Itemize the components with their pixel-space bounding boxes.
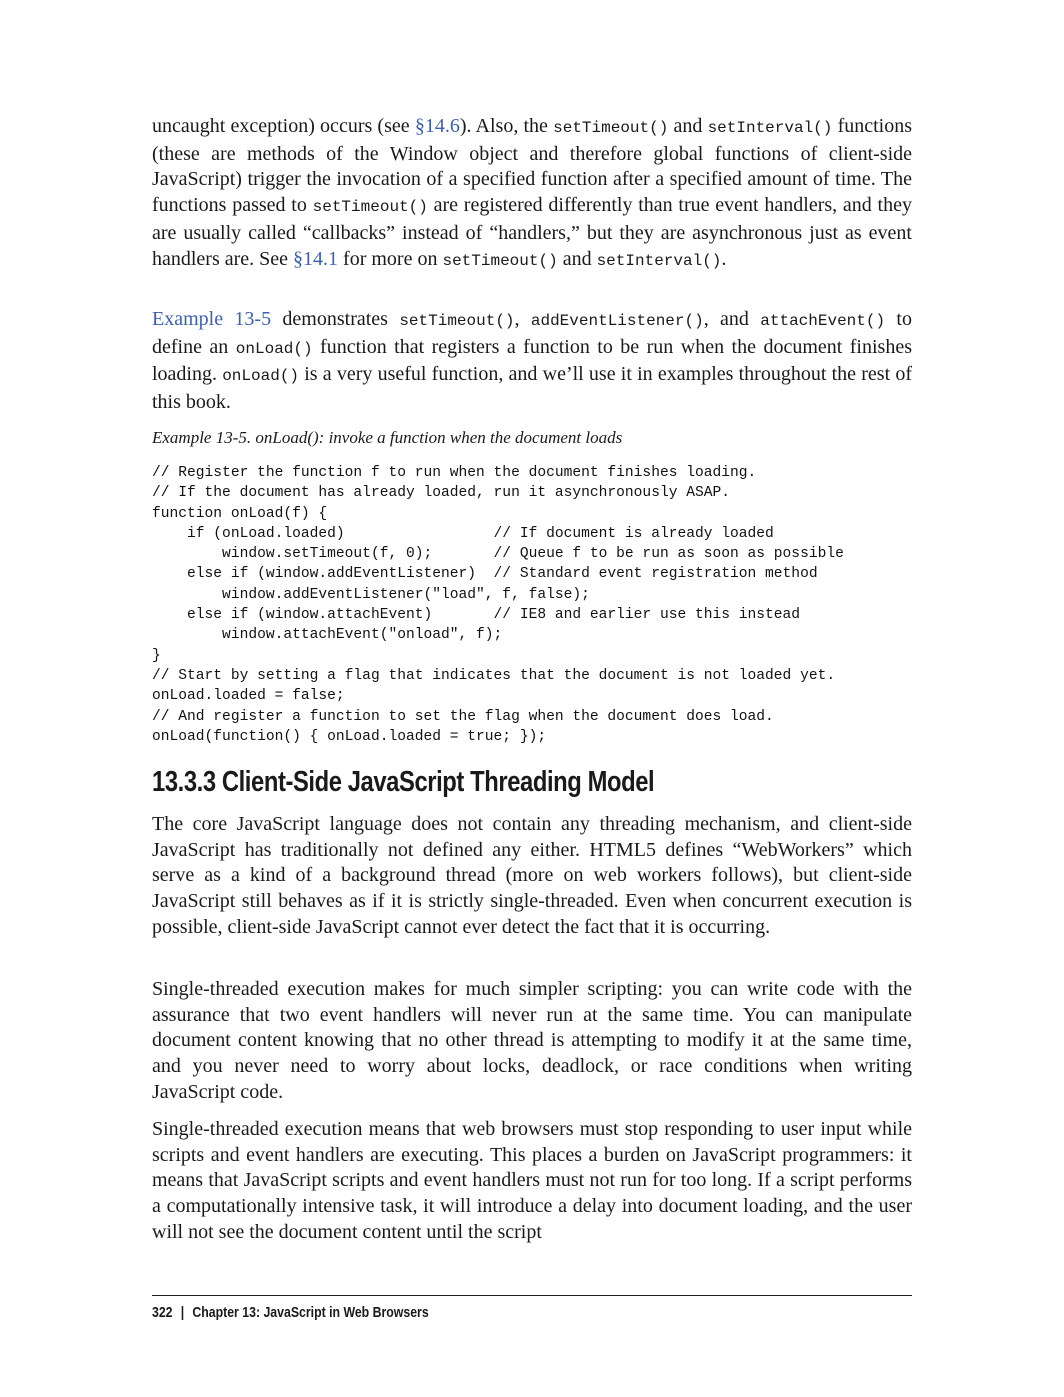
- inline-code: setTimeout(): [312, 198, 428, 217]
- text-run: Single-threaded execution means that web browsers must stop responding to user input while scripts and event handlers are executing. This places a burden on JavaScript programmers: it means that JavaScript scripts and event handlers must not run for too long. If a script performs a computationally intensive task, it will introduce a delay into document loading, and the user will not see the document content until the script: [152, 1118, 912, 1243]
- text-run: Single-threaded execution makes for much simpler scripting: you can write code with the assurance that two event handlers will never run at the same time. You can manipulate document content knowing that no other thread is attempting to modify it at the same time, and you never need to worry about locks, deadlock, or race conditions when writing JavaScript code.: [152, 978, 912, 1103]
- text-run: and: [557, 247, 597, 270]
- cross-reference-link[interactable]: §14.1: [293, 247, 339, 270]
- text-run: function that registers a function to be run when the document finishes loading.: [152, 335, 912, 386]
- text-run: ). Also, the: [459, 115, 554, 137]
- cross-reference-link[interactable]: Example 13-5: [152, 308, 272, 330]
- section-heading: 13.3.3 Client-Side JavaScript Threading Model: [152, 766, 655, 798]
- chapter-title: Chapter 13: JavaScript in Web Browsers: [192, 1304, 429, 1321]
- inline-code: setInterval(): [596, 251, 722, 270]
- cross-reference-link[interactable]: §14.6: [414, 115, 460, 137]
- paragraph-example-intro: [152, 307, 912, 416]
- inline-code: setTimeout(): [399, 312, 515, 330]
- page-number: 322: [152, 1304, 173, 1321]
- text-run: is a very useful function, and we’ll use it in examples throughout the rest of this book.: [152, 363, 912, 414]
- inline-code: setInterval(): [707, 119, 833, 137]
- footer-separator: |: [180, 1304, 185, 1321]
- paragraph-threading: [152, 812, 912, 941]
- paragraph-single-threaded: [152, 977, 912, 1106]
- inline-code: onLoad(): [235, 339, 313, 358]
- inline-code: setTimeout(): [442, 251, 558, 270]
- text-run: uncaught exception) occurs (see: [152, 115, 415, 137]
- inline-code: addEventListener(): [530, 312, 704, 330]
- text-run: are registered differently than true event handlers, and they are usually called “callbacks” instead of “handlers,” but they are asynchronous just as event handlers are. See: [152, 194, 912, 270]
- code-listing: // Register the function f to run when the document finishes loading. // If the document has already loaded, run it asynchronously ASAP. function onLoad(f) { if (onLoad.loaded) // If document is already loaded window.setTimeout(f, 0); // Queue f to be run as soon as possible else if (window.addEventListener) // Standard event registration method window.addEventListener("load", f, false); else if (window.attachEvent) // IE8 and earlier use this instead window.attachEvent("onload", f); } // Start by setting a flag that indicates that the document is not loaded yet. onLoad.loaded = false; // And register a function to set the flag when the document does load. onLoad(function() { onLoad.loaded = true; });: [152, 465, 844, 745]
- example-caption: Example 13-5. onLoad(): invoke a function when the document loads: [152, 428, 623, 447]
- paragraph-timers: [152, 114, 912, 274]
- text-run: to define an: [152, 308, 912, 358]
- paragraph-blocking: [152, 1117, 912, 1246]
- text-run: ,: [514, 308, 531, 330]
- inline-code: onLoad(): [222, 367, 300, 386]
- text-run: functions (these are methods of the Window object and therefore global functions of client-side JavaScript) trigger the invocation of a specified function after a specified amount of time. The functions passed to: [152, 115, 912, 217]
- page-footer: [152, 1304, 429, 1321]
- text-run: for more on: [338, 247, 443, 270]
- inline-code: attachEvent(): [760, 312, 886, 330]
- text-run: demonstrates: [271, 308, 400, 330]
- text-run: The core JavaScript language does not contain any threading mechanism, and client-side JavaScript has traditionally not defined any either. HTML5 defines “WebWorkers” which serve as a kind of a background thread (more on web workers follows), but client-side JavaScript still behaves as if it is strictly single-threaded. Even when concurrent execution is possible, client-side JavaScript cannot ever detect the fact that it is occurring.: [152, 813, 912, 938]
- text-run: .: [721, 247, 727, 270]
- footer-rule: [152, 1295, 912, 1296]
- text-run: and: [668, 115, 708, 137]
- text-run: , and: [703, 308, 761, 330]
- inline-code: setTimeout(): [553, 119, 669, 137]
